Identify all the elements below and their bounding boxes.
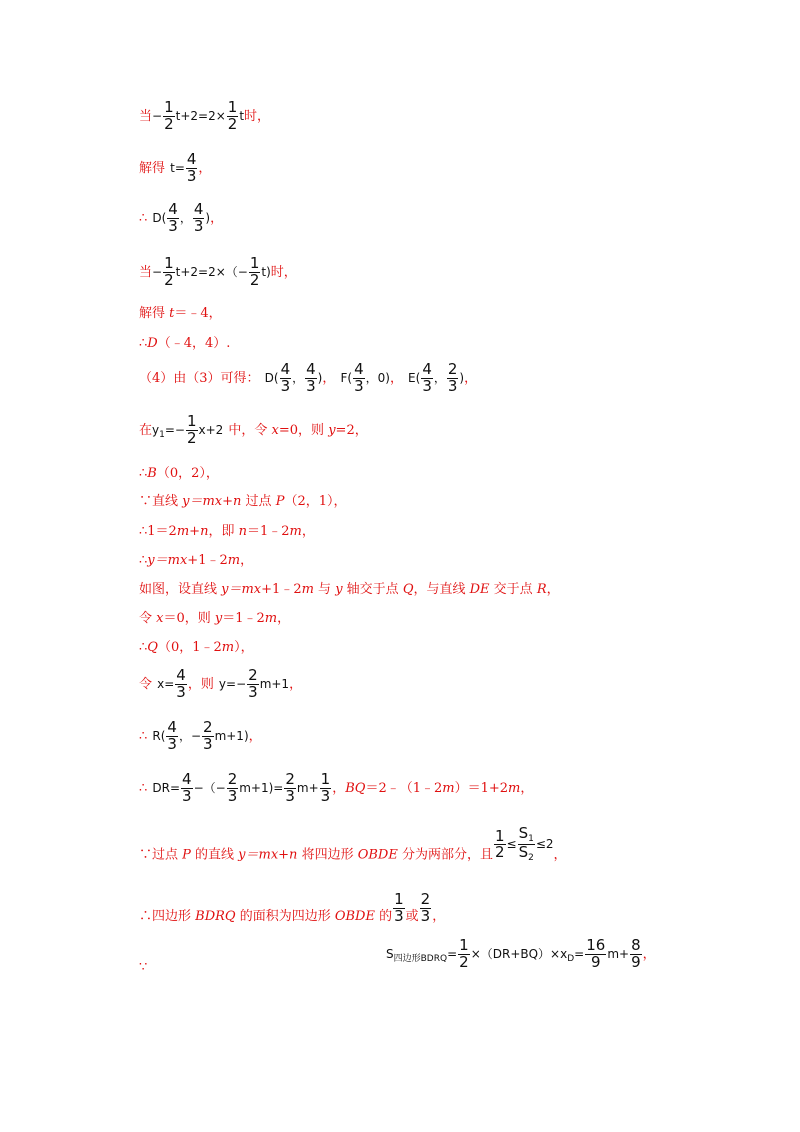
math-text: DR= bbox=[152, 780, 181, 795]
math-expression bbox=[152, 718, 249, 753]
math-expression bbox=[152, 412, 224, 447]
var-b: B bbox=[147, 466, 157, 481]
var-bq: BQ bbox=[345, 780, 366, 796]
math-text: t) bbox=[261, 264, 271, 279]
var-m: m bbox=[227, 553, 241, 568]
math-text: ×（DR+BQ）×x bbox=[470, 946, 568, 961]
denominator: 3 bbox=[447, 376, 458, 395]
fraction bbox=[167, 202, 179, 235]
therefore-symbol: ∴ bbox=[139, 553, 148, 568]
math-text: y=− bbox=[218, 676, 247, 691]
var-r: R bbox=[536, 582, 547, 597]
denominator: 3 bbox=[420, 906, 431, 925]
therefore-symbol: ∴ bbox=[139, 210, 148, 226]
line-when-equation-1 bbox=[139, 100, 800, 133]
math-expression bbox=[386, 936, 643, 971]
punctuation: ， bbox=[289, 676, 303, 692]
therefore-symbol: ∴ bbox=[139, 466, 148, 481]
math-text: m+1) bbox=[214, 728, 249, 743]
text: 如图，设直线 bbox=[139, 582, 222, 597]
fraction bbox=[166, 720, 178, 753]
math-text: R( bbox=[152, 728, 166, 743]
text: ∵直线 bbox=[139, 494, 183, 509]
numerator: 1 bbox=[320, 770, 331, 788]
fraction bbox=[249, 256, 261, 289]
var-de: DE bbox=[469, 582, 490, 597]
fraction bbox=[227, 772, 239, 805]
denominator: 3 bbox=[182, 786, 192, 805]
math-text: m+ bbox=[607, 946, 630, 961]
fraction bbox=[181, 772, 193, 805]
text: ，则 bbox=[187, 676, 214, 692]
text: （0，2）， bbox=[156, 466, 219, 481]
math-expression bbox=[152, 770, 332, 805]
because-symbol: ∵ bbox=[139, 960, 148, 975]
punctuation: ， bbox=[553, 847, 567, 863]
math-expression bbox=[218, 666, 290, 701]
line-part-4-points bbox=[139, 362, 800, 395]
line-dr-bq bbox=[139, 772, 800, 805]
area-formula bbox=[386, 938, 656, 971]
var-q: Q bbox=[402, 582, 414, 597]
var-n: n bbox=[200, 524, 209, 539]
text: 将四边形 bbox=[297, 847, 358, 863]
punctuation: ， bbox=[301, 524, 315, 539]
math-text: ) bbox=[205, 210, 211, 225]
denominator: 3 bbox=[354, 376, 364, 395]
text: 与 bbox=[313, 582, 336, 597]
point-e bbox=[408, 360, 465, 395]
math-expression bbox=[152, 98, 245, 133]
numerator: 1 bbox=[394, 890, 404, 908]
fraction bbox=[202, 720, 214, 753]
fraction bbox=[320, 772, 332, 805]
math-text: = bbox=[447, 946, 458, 961]
text-shi: 时， bbox=[270, 264, 297, 280]
numerator: 4 bbox=[186, 150, 197, 168]
var-y: y bbox=[214, 611, 223, 626]
equation: y＝mx+n bbox=[238, 847, 298, 863]
text: （﹣4，4）. bbox=[157, 336, 231, 351]
text: 的 bbox=[374, 908, 393, 924]
line-point-b bbox=[139, 462, 800, 481]
var-x: x bbox=[271, 422, 279, 438]
math-text: x+2 bbox=[198, 422, 224, 437]
var-n: n bbox=[238, 524, 247, 539]
numerator: 4 bbox=[182, 770, 192, 788]
text: + bbox=[189, 524, 201, 539]
therefore-symbol: ∴ bbox=[139, 336, 148, 351]
punctuation: ， bbox=[277, 611, 291, 626]
text: ，即 bbox=[208, 524, 239, 539]
line-point-d-2 bbox=[139, 332, 800, 351]
denominator: 3 bbox=[285, 786, 295, 805]
text: =0，则 bbox=[278, 422, 329, 438]
text: 或 bbox=[405, 908, 419, 924]
var-m: m bbox=[301, 582, 314, 597]
numerator: 4 bbox=[176, 666, 186, 684]
text: ＝0，则 bbox=[163, 611, 215, 626]
math-text: S bbox=[386, 946, 394, 961]
numerator: 4 bbox=[354, 360, 364, 378]
text-shi: 时， bbox=[244, 108, 271, 124]
math-text: t bbox=[239, 108, 245, 123]
numerator: 2 bbox=[203, 718, 213, 736]
point-f bbox=[340, 360, 390, 395]
var-bdrq: BDRQ bbox=[195, 908, 236, 924]
line-solve-t-2 bbox=[139, 302, 800, 321]
text: 分为两部分，且 bbox=[397, 847, 493, 863]
fraction bbox=[447, 362, 459, 395]
text: ∴四边形 bbox=[139, 908, 196, 924]
fraction bbox=[163, 100, 175, 133]
math-text: S bbox=[518, 843, 529, 862]
punctuation: ， bbox=[389, 370, 403, 386]
text: +1﹣2 bbox=[261, 582, 302, 597]
numerator: 4 bbox=[280, 360, 291, 378]
numerator: 1 bbox=[227, 98, 238, 116]
denominator: 3 bbox=[227, 786, 238, 805]
line-let-x-zero bbox=[139, 607, 800, 626]
subscript: 四边形BDRQ bbox=[393, 953, 448, 964]
math-text: E( bbox=[408, 370, 421, 385]
equation: y＝mx+n bbox=[182, 494, 242, 509]
math-expression bbox=[157, 666, 188, 701]
denominator: 3 bbox=[176, 682, 186, 701]
numerator: 2 bbox=[447, 360, 458, 378]
math-text: F( bbox=[340, 370, 353, 385]
text: 在 bbox=[139, 422, 153, 438]
numerator: 1 bbox=[459, 936, 469, 954]
fraction bbox=[630, 938, 642, 971]
line-point-q bbox=[139, 636, 800, 655]
math-text: ≤ bbox=[506, 837, 517, 852]
denominator: 3 bbox=[248, 682, 258, 701]
var-m: m bbox=[264, 611, 278, 626]
fraction bbox=[421, 362, 433, 395]
math-text: D( bbox=[264, 370, 279, 385]
subscript: D bbox=[567, 953, 575, 964]
text-dang: 当 bbox=[139, 264, 153, 280]
var-d: D bbox=[147, 336, 158, 351]
text: ）＝1+2 bbox=[454, 780, 509, 796]
var-m: m bbox=[442, 780, 455, 796]
punctuation: ， bbox=[464, 370, 478, 386]
math-text: y bbox=[152, 422, 160, 437]
numerator: 1 bbox=[494, 826, 505, 845]
math-expression bbox=[419, 890, 433, 925]
punctuation: ， bbox=[322, 370, 336, 386]
fraction bbox=[280, 362, 292, 395]
fraction bbox=[494, 826, 506, 862]
text: ）， bbox=[234, 640, 254, 655]
punctuation: ， bbox=[198, 160, 212, 176]
denominator: 2 bbox=[459, 952, 469, 971]
punctuation: ， bbox=[546, 582, 560, 597]
denominator: 3 bbox=[422, 376, 432, 395]
numerator: 8 bbox=[631, 936, 641, 954]
var-y: y bbox=[335, 582, 343, 597]
numerator: 4 bbox=[167, 718, 177, 736]
denominator: 3 bbox=[193, 216, 204, 235]
math-text: D( bbox=[152, 210, 167, 225]
math-text: m+1 bbox=[259, 676, 290, 691]
subscript: 1 bbox=[159, 429, 165, 440]
text-jiede: 解得 bbox=[139, 160, 166, 176]
var-m: m bbox=[289, 524, 302, 539]
var-p: P bbox=[182, 847, 191, 863]
therefore-symbol: ∴ bbox=[139, 640, 148, 655]
math-text: x= bbox=[157, 676, 175, 691]
line-line-through-p bbox=[139, 490, 800, 509]
fraction bbox=[518, 826, 535, 864]
therefore-symbol: ∴ bbox=[139, 728, 148, 744]
equation: y＝mx bbox=[147, 553, 188, 568]
text: ∴1＝2 bbox=[139, 524, 177, 539]
math-text: −（− bbox=[193, 780, 226, 795]
numerator: 1 bbox=[249, 254, 260, 272]
math-text: ， bbox=[179, 210, 192, 225]
denominator: 2 bbox=[494, 843, 505, 862]
fraction bbox=[284, 772, 296, 805]
fraction bbox=[247, 668, 259, 701]
text: ＝1﹣2 bbox=[222, 611, 265, 626]
punctuation: ， bbox=[240, 553, 254, 568]
punctuation: ， bbox=[248, 728, 262, 744]
fraction bbox=[175, 668, 187, 701]
fraction bbox=[585, 938, 606, 971]
math-text: t+2=2× bbox=[175, 108, 226, 123]
math-expression bbox=[152, 200, 211, 235]
math-text: ≤2 bbox=[535, 837, 554, 852]
math-expression bbox=[493, 824, 554, 864]
var-m: m bbox=[176, 524, 190, 539]
var-obde: OBDE bbox=[357, 847, 398, 863]
equation: y＝mx bbox=[221, 582, 262, 597]
denominator: 3 bbox=[167, 734, 177, 753]
text: （0，1﹣2 bbox=[157, 640, 222, 655]
line-solve-t bbox=[139, 152, 800, 185]
fraction bbox=[227, 100, 239, 133]
denominator: 2 bbox=[164, 114, 174, 133]
denominator: 3 bbox=[320, 786, 331, 805]
therefore-symbol: ∴ bbox=[139, 780, 148, 796]
var-y: y bbox=[328, 422, 336, 438]
denominator: 3 bbox=[306, 376, 316, 395]
math-text: ， bbox=[292, 370, 305, 385]
point-d bbox=[264, 360, 323, 395]
numerator: 2 bbox=[420, 890, 431, 908]
denominator: 3 bbox=[168, 216, 178, 235]
math-expression bbox=[170, 150, 198, 185]
text: 解得 bbox=[139, 306, 170, 321]
fraction bbox=[353, 362, 365, 395]
denominator: 9 bbox=[631, 952, 641, 971]
line-figure-setup bbox=[139, 578, 800, 597]
punctuation: ， bbox=[642, 946, 656, 962]
numerator: 2 bbox=[248, 666, 258, 684]
math-text: ) bbox=[459, 370, 465, 385]
math-text: m+ bbox=[296, 780, 319, 795]
line-n-expression bbox=[139, 520, 800, 539]
fraction bbox=[186, 152, 198, 185]
minus-sign: − bbox=[152, 108, 163, 123]
denominator: 3 bbox=[394, 906, 404, 925]
line-let-x-four-thirds bbox=[139, 668, 800, 701]
numerator: 4 bbox=[193, 200, 204, 218]
var-t: t bbox=[169, 306, 175, 321]
math-expression bbox=[152, 254, 271, 289]
var-m: m bbox=[508, 780, 521, 796]
text: +1﹣2 bbox=[187, 553, 228, 568]
text: ＝2﹣（1﹣2 bbox=[365, 780, 443, 796]
numerator: 4 bbox=[306, 360, 316, 378]
line-point-r bbox=[139, 720, 800, 753]
denominator: 2 bbox=[164, 270, 174, 289]
line-area-fraction bbox=[139, 892, 800, 925]
math-text: =− bbox=[164, 422, 185, 437]
denominator: 9 bbox=[590, 952, 601, 971]
punctuation: ， bbox=[520, 780, 534, 796]
text: （4）由（3）可得： bbox=[139, 370, 260, 386]
text: （2，1）， bbox=[284, 494, 347, 509]
numerator: 1 bbox=[186, 412, 197, 430]
text: ＝﹣4， bbox=[174, 306, 222, 321]
var-x: x bbox=[156, 611, 164, 626]
fraction bbox=[393, 892, 405, 925]
fraction bbox=[305, 362, 317, 395]
fraction bbox=[163, 256, 175, 289]
text: 令 bbox=[139, 611, 157, 626]
fraction bbox=[458, 938, 470, 971]
fraction bbox=[193, 202, 205, 235]
math-text: t+2=2×（− bbox=[175, 264, 248, 279]
text: 的面积为四边形 bbox=[235, 908, 335, 924]
line-point-d-1 bbox=[139, 202, 800, 235]
numerator: 2 bbox=[227, 770, 238, 788]
fraction bbox=[186, 414, 198, 447]
text: ，与直线 bbox=[413, 582, 470, 597]
math-text: ，− bbox=[178, 728, 202, 743]
math-text: ，0) bbox=[365, 370, 390, 385]
denominator: 3 bbox=[203, 734, 213, 753]
denominator: 2 bbox=[227, 114, 238, 133]
punctuation: ， bbox=[210, 210, 224, 226]
numerator: 16 bbox=[586, 936, 606, 954]
subscript: 1 bbox=[528, 834, 534, 844]
numerator: 4 bbox=[168, 200, 178, 218]
numerator: 2 bbox=[285, 770, 295, 788]
text-dang: 当 bbox=[139, 108, 153, 124]
var-obde: OBDE bbox=[334, 908, 375, 924]
math-text: ) bbox=[317, 370, 323, 385]
numerator: 1 bbox=[164, 98, 174, 116]
math-text: ， bbox=[433, 370, 446, 385]
math-text: = bbox=[574, 946, 585, 961]
text: 过点 bbox=[241, 494, 276, 509]
text: 令 bbox=[139, 676, 153, 692]
punctuation: ， bbox=[332, 780, 346, 796]
line-area-ratio bbox=[139, 826, 800, 864]
line-when-equation-2 bbox=[139, 256, 800, 289]
text: 轴交于点 bbox=[342, 582, 403, 597]
text: 交于点 bbox=[489, 582, 537, 597]
text: =2， bbox=[335, 422, 368, 438]
text: 的直线 bbox=[190, 847, 239, 863]
line-in-y1 bbox=[139, 414, 800, 447]
numerator: 1 bbox=[164, 254, 174, 272]
minus-sign: − bbox=[152, 264, 163, 279]
denominator: 3 bbox=[280, 376, 291, 395]
fraction bbox=[420, 892, 432, 925]
punctuation: ， bbox=[432, 908, 446, 924]
math-expression bbox=[392, 890, 406, 925]
var-p: P bbox=[275, 494, 285, 509]
denominator: 2 bbox=[186, 428, 197, 447]
math-text: t= bbox=[170, 160, 185, 175]
var-m: m bbox=[221, 640, 235, 655]
var-q: Q bbox=[147, 640, 158, 655]
denominator: 3 bbox=[186, 166, 197, 185]
text: ＝1﹣2 bbox=[246, 524, 290, 539]
text: ∵过点 bbox=[139, 847, 183, 863]
math-text: S bbox=[518, 824, 529, 842]
math-text: m+1)= bbox=[239, 780, 284, 795]
numerator: 4 bbox=[422, 360, 432, 378]
denominator: 2 bbox=[249, 270, 260, 289]
line-y-expression bbox=[139, 549, 800, 568]
text: 中，令 bbox=[228, 422, 272, 438]
subscript: 2 bbox=[528, 853, 534, 864]
